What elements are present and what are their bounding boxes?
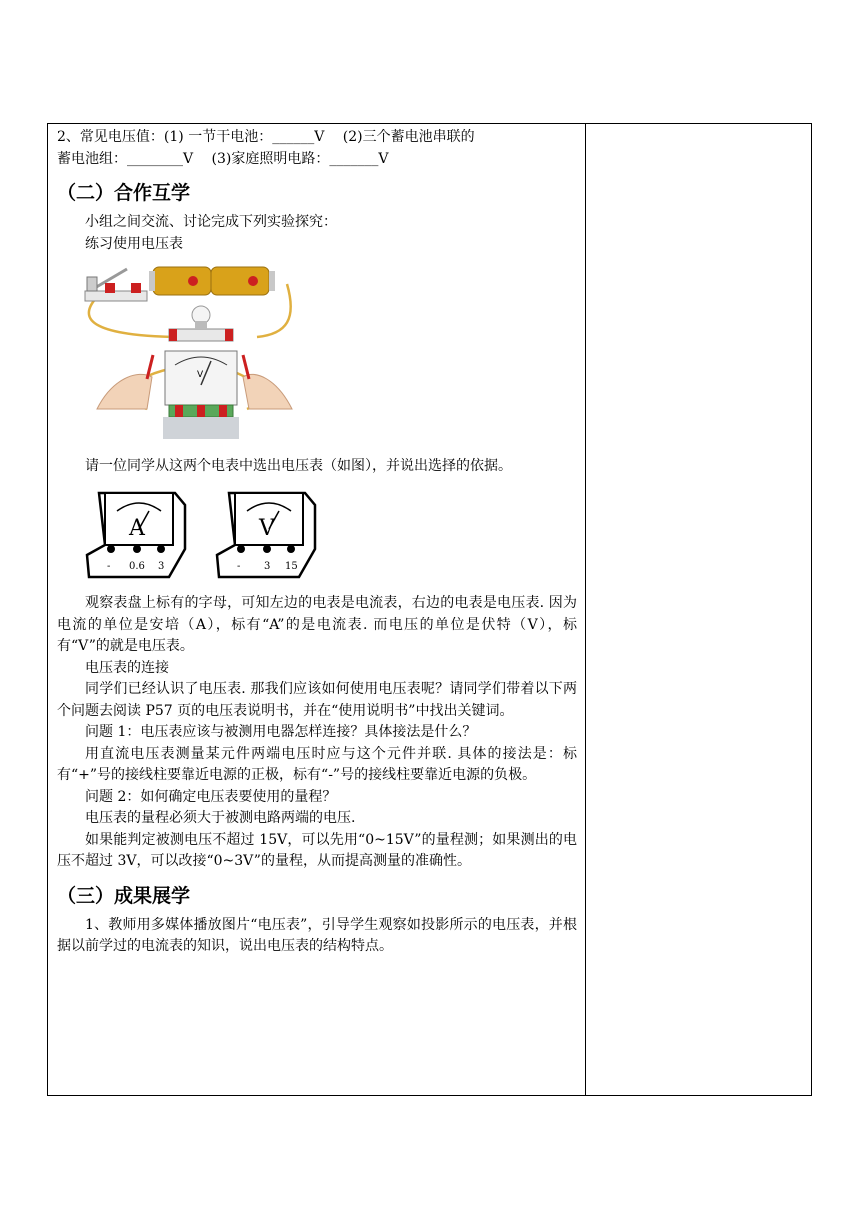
lesson-content — [57, 127, 577, 958]
lesson-table — [47, 123, 812, 1096]
observe-explanation: 观察表盘上标有的字母，可知左边的电表是电流表，右边的电表是电压表. 因为电流的单位是安培（A），标有“A”的是电流表. 而电压的单位是伏特（V），标有“V”的就是电压表。 — [57, 595, 577, 654]
voltmeter-terminal-15: 15 — [285, 561, 298, 572]
voltage-values-line-1: 2、常见电压值：(1) 一节干电池：______V (2)三个蓄电池串联的 — [57, 129, 475, 145]
ammeter-voltmeter-figure — [57, 485, 317, 589]
ammeter-terminal-3: 3 — [158, 561, 165, 572]
voltmeter-letter: V — [259, 516, 275, 541]
answer-2-part-2: 如果能判定被测电压不超过 15V，可以先用“0~15V”的量程测；如果测出的电压不超过 3V，可以改接“0~3V”的量程，从而提高测量的准确性。 — [57, 831, 577, 869]
connection-intro: 同学们已经认识了电压表. 那我们应该如何使用电压表呢？请同学们带着以下两个问题去阅读 P57 页的电压表说明书，并在“使用说明书”中找出关键词。 — [57, 681, 577, 719]
ammeter-letter: A — [129, 516, 145, 541]
group-discussion-text: 小组之间交流、讨论完成下列实验探究： — [85, 214, 337, 230]
voltmeter-terminal-neg: - — [237, 561, 241, 572]
ammeter-icon — [87, 493, 185, 577]
answer-1: 用直流电压表测量某元件两端电压时应与这个元件并联. 具体的接法是：标有“+”号的接线柱要靠近电源的正极，标有“-”号的接线柱要靠近电源的负极。 — [57, 745, 577, 783]
column-divider — [585, 124, 586, 1095]
section-heading-results: （三）成果展学 — [57, 884, 191, 907]
voltage-values-line-2: 蓄电池组：________V (3)家庭照明电路：_______V — [57, 150, 389, 167]
practice-voltmeter-label: 练习使用电压表 — [85, 235, 183, 252]
voltmeter-icon — [217, 493, 315, 577]
results-paragraph-1: 1、教师用多媒体播放图片“电压表”，引导学生观察如投影所示的电压表，并根据以前学过的电流表的知识，说出电压表的结构特点。 — [57, 916, 577, 954]
ammeter-terminal-0-6: 0.6 — [129, 561, 145, 572]
voltmeter-terminal-3: 3 — [264, 561, 271, 572]
circuit-experiment-illustration — [57, 259, 297, 447]
section-heading-cooperative: （二）合作互学 — [57, 182, 191, 204]
question-1: 问题 1：电压表应该与被测用电器怎样连接？具体接法是什么？ — [85, 724, 477, 740]
answer-2-part-1: 电压表的量程必须大于被测电路两端的电压. — [85, 810, 356, 826]
question-2: 问题 2：如何确定电压表要使用的量程？ — [85, 788, 337, 805]
connection-title: 电压表的连接 — [85, 659, 169, 676]
ammeter-terminal-neg: - — [107, 561, 111, 572]
choose-meter-request: 请一位同学从这两个电表中选出电压表（如图），并说出选择的依据。 — [85, 458, 512, 474]
svg-text:V: V — [197, 370, 204, 380]
